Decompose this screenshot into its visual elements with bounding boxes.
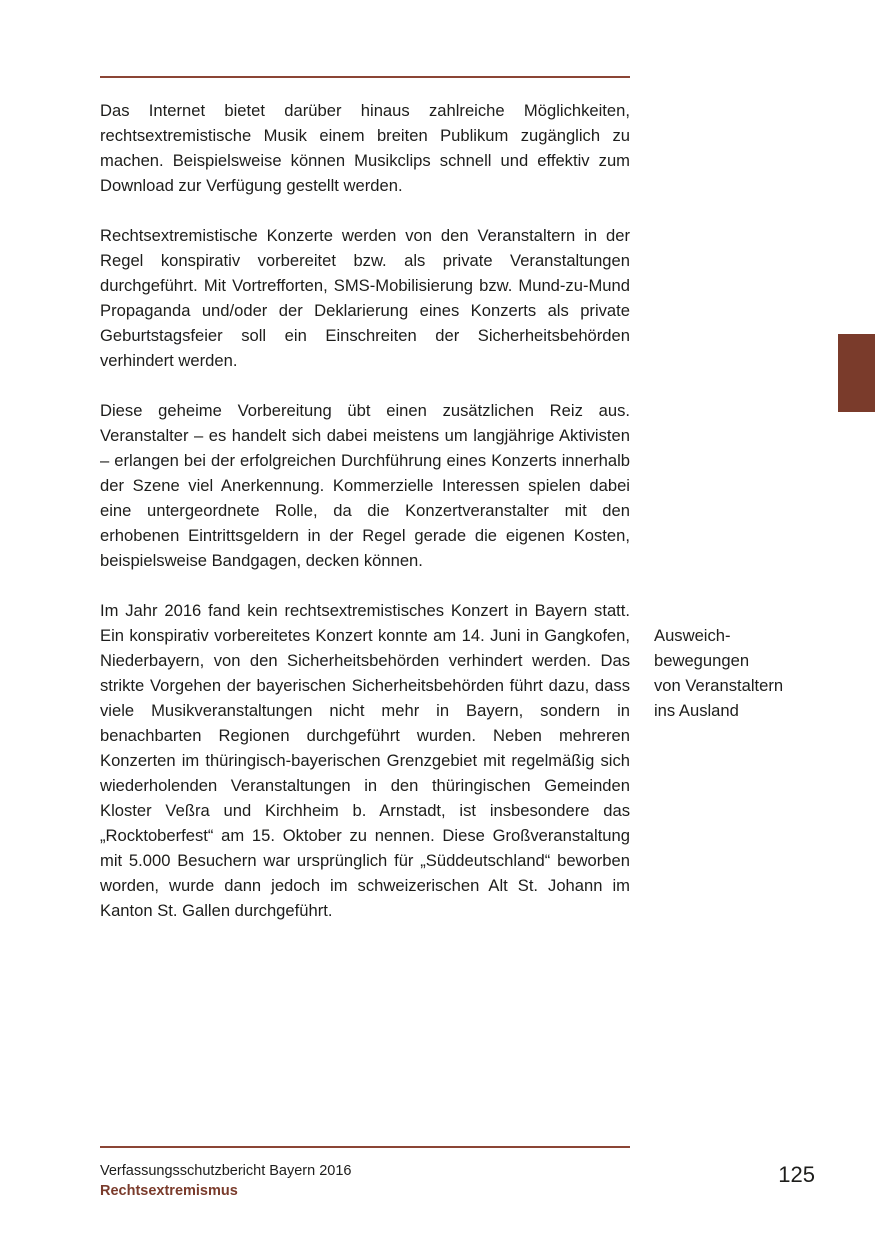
margin-note	[654, 623, 844, 723]
chapter-tab-marker	[838, 334, 875, 412]
top-rule	[100, 76, 630, 78]
margin-note-line: ins Ausland	[654, 701, 739, 720]
paragraph-secret-preparation: Diese geheime Vorbereitung übt einen zusätzlichen Reiz aus. Veranstalter – es handelt sich dabei meistens um langjährige Aktivisten – erlangen bei der erfolgreichen Durchführung eines Konzerts innerhalb der Szene viel Anerkennung. Kommerzielle Interessen spielen dabei eine untergeordnete Rolle, da die Konzertveranstalter mit den erhobenen Eintrittsgeldern in der Regel gerade die eigenen Kosten, beispielsweise Bandgagen, decken können.	[100, 401, 630, 570]
footer-publication-title: Verfassungsschutzbericht Bayern 2016	[100, 1163, 352, 1179]
margin-note-line: bewegungen	[654, 651, 750, 670]
paragraph-concerts-2016: Im Jahr 2016 fand kein rechtsextremistisches Konzert in Bayern statt. Ein konspirativ vorbereitetes Konzert konnte am 14. Juni in Gangkofen, Niederbayern, von den Sicherheitsbehörden verhindert werden. Das strikte Vorgehen der bayerischen Sicherheitsbehörden führt dazu, dass viele Musikveranstaltungen nicht mehr in Bayern, sondern in benachbarten Regionen durchgeführt wurden. Neben mehreren Konzerten im thüringisch-bayerischen Grenzgebiet mit regelmäßig sich wiederholenden Veranstaltungen in den thüringischen Gemeinden Kloster Veßra und Kirchheim b. Arnstadt, ist insbesondere das „Rocktoberfest“ am 15. Oktober zu nennen. Diese Großveranstaltung mit 5.000 Besuchern war ursprünglich für „Süddeutschland“ beworben worden, wurde dann jedoch im schweizerischen Alt St. Johann im Kanton St. Gallen durchgeführt.	[100, 601, 630, 920]
footer-rule	[100, 1146, 630, 1148]
page-number: 125	[778, 1162, 815, 1187]
footer-section-name: Rechtsextremismus	[100, 1183, 238, 1199]
body-text	[100, 98, 630, 948]
paragraph-conspiratorial-concerts: Rechtsextremistische Konzerte werden von den Veranstaltern in der Regel konspirativ vorbereitet bzw. als private Veranstaltungen durchgeführt. Mit Vortrefforten, SMS-Mobilisierung bzw. Mund-zu-Mund Propaganda und/oder der Deklarierung eines Konzerts als private Geburtstagsfeier soll ein Einschreiten der Sicherheitsbehörden verhindert werden.	[100, 226, 630, 370]
margin-note-line: von Veranstaltern	[654, 676, 784, 695]
margin-note-line: Ausweich-	[654, 626, 731, 645]
paragraph-internet-music: Das Internet bietet darüber hinaus zahlreiche Möglichkeiten, rechtsextremistische Musik einem breiten Publikum zugänglich zu machen. Beispielsweise können Musikclips schnell und effektiv zum Download zur Verfügung gestellt werden.	[100, 101, 630, 195]
